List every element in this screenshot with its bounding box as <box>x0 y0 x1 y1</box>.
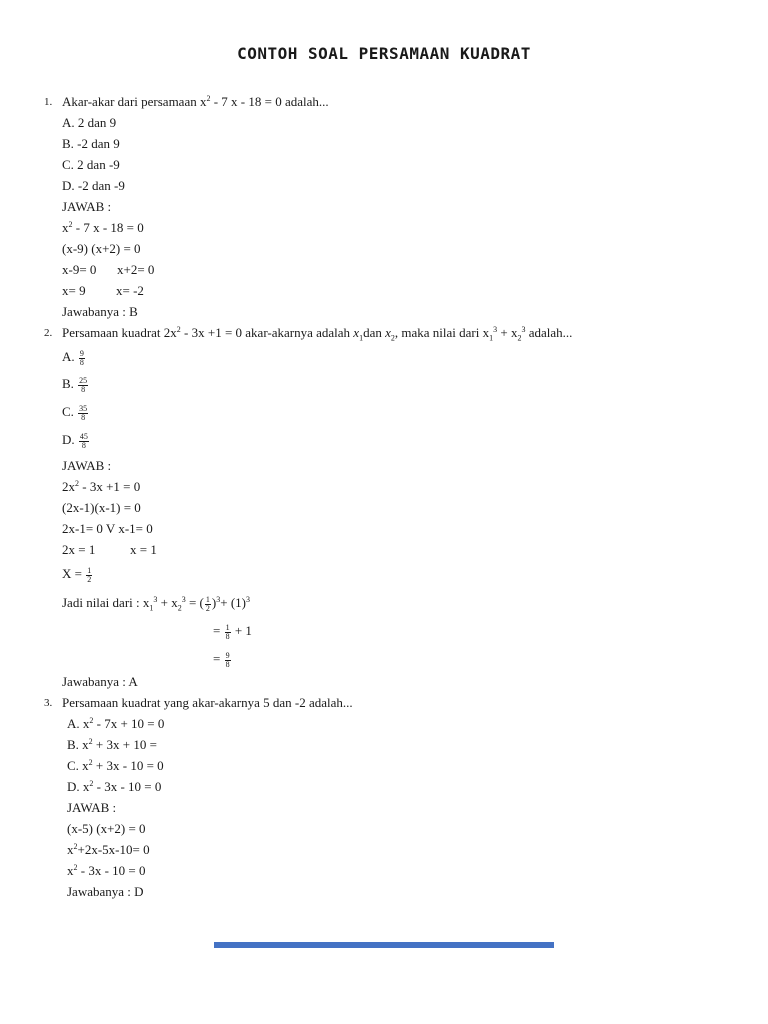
question-3-option-c: C. $x^2 + 3x - 10 = 0$ <box>67 758 164 773</box>
question-3-stem: Persamaan kuadrat yang akar-akarnya 5 dan -2 adalah... <box>62 695 353 710</box>
question-1-jawab-label: JAWAB : <box>62 199 112 214</box>
question-3-answer: Jawabanya : D <box>67 884 144 899</box>
question-2-option-c: C. $\frac{35}{8}$ <box>62 403 88 422</box>
footer-divider-bar <box>214 942 554 948</box>
question-2-number: 2. <box>44 327 53 339</box>
question-2-option-a: A. $\frac{9}{8}$ <box>62 348 84 367</box>
question-1-answer: Jawabanya : B <box>62 304 138 319</box>
question-2-step-2: (2x-1)(x-1) = 0 <box>62 500 141 515</box>
question-2-step-1: $2x^2 - 3x +1 = 0$ <box>62 479 141 494</box>
question-1-option-c: C. 2 dan -9 <box>62 157 120 172</box>
question-2-step-3: 2x-1= 0 V x-1= 0 <box>62 521 153 536</box>
question-3-option-b: B. $x^2 + 3x + 10$ = <box>67 737 157 752</box>
question-2-step-4a: 2x = 1 <box>62 542 96 557</box>
question-2-jawab-label: JAWAB : <box>62 458 112 473</box>
question-3-jawab-label: JAWAB : <box>67 800 117 815</box>
question-3-number: 3. <box>44 697 53 709</box>
question-2-stem: Persamaan kuadrat $2x^2 - 3x +1 = 0$ akar-akarnya adalah $x_1dan$ $x_2$, maka nilai dari $x_1^3 + x_2^3$ adalah... <box>62 325 573 343</box>
question-3-step-2: $x^2+2x-5x-10= 0$ <box>67 842 150 857</box>
question-2-option-b: B. $\frac{25}{8}$ <box>62 375 88 394</box>
question-3-step-1: (x-5) (x+2) = 0 <box>67 821 146 836</box>
question-1-step-1: $x^2 - 7$ x - 18 = 0 <box>62 220 144 235</box>
question-1-step-4b: x= -2 <box>116 283 144 298</box>
question-1-step-3a: x-9= 0 <box>62 262 97 277</box>
question-3-step-3: $x^2 - 3x - 10 = 0$ <box>67 863 146 878</box>
question-2-answer: Jawabanya : A <box>62 674 138 689</box>
question-1-step-3b: x+2= 0 <box>117 262 155 277</box>
question-1-step-2: (x-9) (x+2) = 0 <box>62 241 141 256</box>
question-1-option-d: D. -2 dan -9 <box>62 178 125 193</box>
question-2-step-7: = $\frac{1}{8}$ + 1 <box>213 622 252 641</box>
question-2-step-6: Jadi nilai dari : $x_1^3 + x_2^3$ = ( $\frac{1}{2}$ )$^3+ (1)^3$ <box>62 594 250 613</box>
question-2-step-8: = $\frac{9}{8}$ <box>213 650 230 669</box>
question-1-stem: Akar-akar dari persamaan $x^2 - 7$ x - 18 = 0 adalah... <box>62 94 329 109</box>
question-1-step-4a: x= 9 <box>62 283 86 298</box>
question-2-option-d: D. $\frac{45}{8}$ <box>62 431 88 450</box>
page-title: CONTOH SOAL PERSAMAAN KUADRAT <box>237 44 531 63</box>
question-3-option-a: A. $x^2 - 7x + 10 = 0$ <box>67 716 165 731</box>
question-2-step-4b: x = 1 <box>130 542 157 557</box>
question-1-option-a: A. 2 dan 9 <box>62 115 117 130</box>
question-1-number: 1. <box>44 96 53 108</box>
question-1-option-b: B. -2 dan 9 <box>62 136 120 151</box>
question-2-step-5: X = $\frac{1}{2}$ <box>62 565 92 584</box>
question-3-option-d: D. $x^2 - 3x - 10 = 0$ <box>67 779 162 794</box>
